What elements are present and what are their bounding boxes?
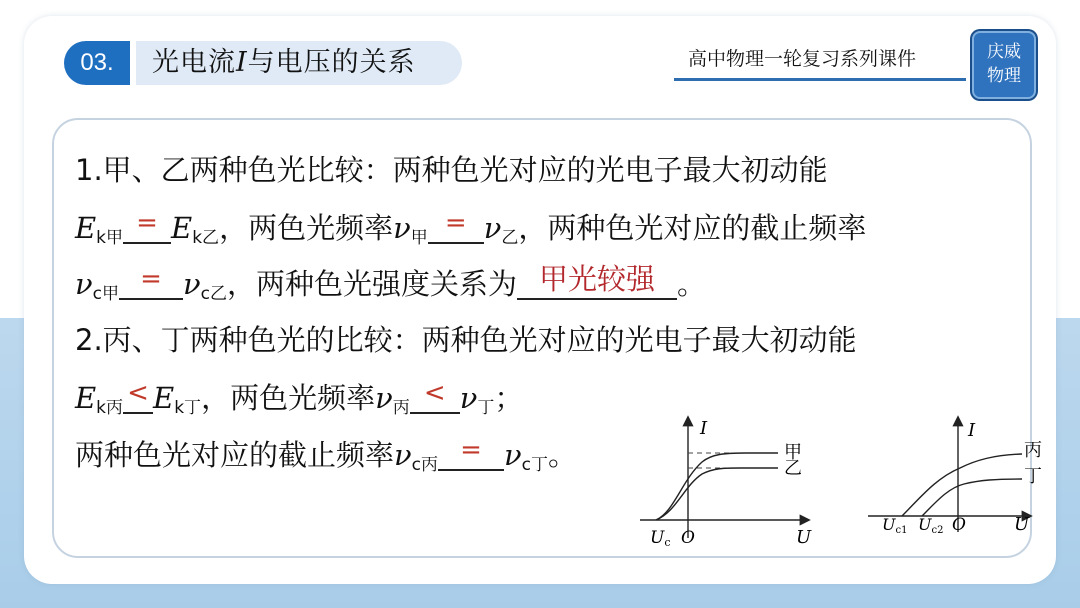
curve-yi-label: 乙 [784,458,802,479]
origin-label: O [681,528,695,548]
blank-ek-compare-2 [123,378,153,414]
graph-jia-yi [636,408,822,554]
text-line-3: $\nu_{c甲}$ = $\nu_{c乙}$，两种色光强度关系为 甲光较强 。 [75,262,707,304]
answer-intensity: 甲光较强 [539,262,656,296]
y-axis-label-2: I [968,420,976,441]
section-title-box [136,41,462,85]
text-line-4: 2.丙、丁两种色光的比较：两种色光对应的光电子最大初动能 [75,323,857,357]
origin-label-2: O [952,515,966,535]
section-title: 光电流I与电压的关系 [152,47,416,78]
curve-ding [922,479,1022,516]
curve-jia-label: 甲 [784,442,802,463]
curve-yi [656,468,778,520]
answer-nuc-jia-yi: = [140,264,162,294]
answer-ek-bing-ding: < [127,378,149,408]
series-underline [674,78,966,81]
answer-nu-jia-yi: = [444,208,467,238]
curve-jia [656,453,778,520]
curve-ding-label: 丁 [1024,466,1042,487]
blank-nu-compare [428,208,484,244]
answer-ek-jia-yi: = [136,208,158,238]
brand-logo: 庆威 物理 [972,31,1036,99]
answer-nuc-bing-ding: = [460,435,482,465]
x-axis-label: U [796,527,812,548]
blank-nuc-compare [119,264,183,300]
blank-nuc-compare-2 [438,435,504,471]
series-title: 高中物理一轮复习系列课件 [688,48,917,70]
x-axis-label-2: U [1014,514,1030,535]
uc2-label: Uc2 [918,515,944,536]
section-number: 03. [64,41,130,85]
graph-bing-ding [864,412,1050,552]
uc-label: Uc [650,528,671,549]
text-line-1: 1.甲、乙两种色光比较：两种色光对应的光电子最大初动能 [75,153,828,187]
blank-nu-compare-2 [410,378,460,414]
text-line-5: $E_{k丙}$ < $E_{k丁}$，两色光频率$\nu_丙$ < $\nu_丁$； [75,378,524,418]
curve-bing-label: 丙 [1024,440,1042,461]
text-line-2: $E_{k甲}$ = $E_{k乙}$，两色光频率$\nu_甲$ = $\nu_乙$，两种色光对应的截止频率 [75,208,867,248]
uc1-label: Uc1 [882,515,908,536]
blank-ek-compare [123,208,171,244]
y-axis-label: I [700,418,708,439]
text-line-6: 两种色光对应的截止频率$\nu_{c丙}$ = $\nu_{c丁}$。 [75,435,578,475]
answer-nu-bing-ding: < [423,378,446,408]
blank-intensity [517,262,677,300]
